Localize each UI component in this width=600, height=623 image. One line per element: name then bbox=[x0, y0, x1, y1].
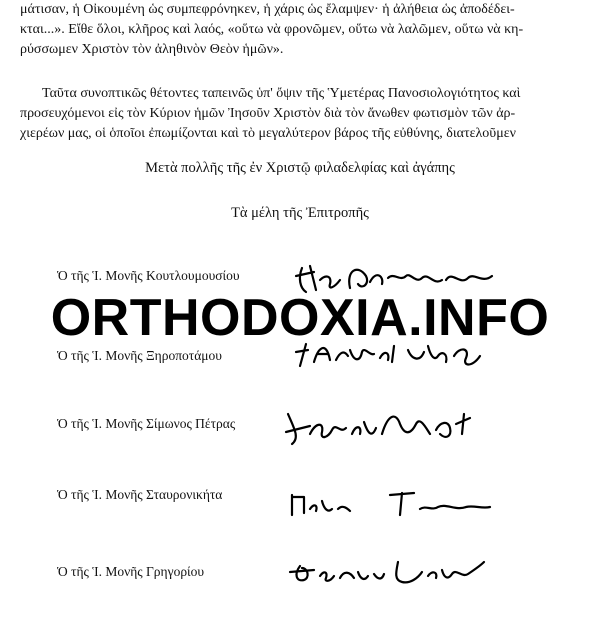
closing-formula: Μετὰ πολλῆς τῆς ἐν Χριστῷ φιλαδελφίας καὶ ἀγάπης bbox=[145, 160, 455, 176]
members-title: Τὰ μέλη τῆς Ἐπιτροπῆς bbox=[231, 205, 369, 221]
paragraph-2-line: Ταῦτα συνοπτικῶς θέτοντες ταπεινῶς ὑπ' ὄψιν τῆς Ὑμετέρας Πανοσιολογιότητος καὶ bbox=[42, 86, 521, 101]
paragraph-1 bbox=[20, 0, 580, 60]
signatory-label: Ὁ τῆς Ἱ. Μονῆς Γρηγορίου bbox=[57, 564, 205, 579]
signatory-row bbox=[0, 552, 600, 612]
signature-5 bbox=[270, 552, 500, 592]
signature-4 bbox=[270, 485, 500, 525]
watermark: ORTHODOXIA.INFO bbox=[50, 289, 550, 347]
signatory-row bbox=[0, 485, 600, 545]
signature-3 bbox=[270, 404, 500, 454]
paragraph-1-line: κται...». Εἴθε ὅλοι, κλῆρος καὶ λαός, «οὕτω νὰ φρονῶμεν, οὕτω νὰ λαλῶμεν, οὕτω νὰ κη- bbox=[20, 22, 524, 37]
paragraph-1-line: ρύσσωμεν Χριστὸν τὸν ἀληθινὸν Θεὸν ἡμῶν». bbox=[20, 42, 284, 57]
paragraph-2-line: χιερέων μας, οἱ ὁποῖοι ἐπωμίζονται καὶ τὸ μεγαλύτερον βάρος τῆς εὐθύνης, διατελοῦμεν bbox=[20, 126, 516, 141]
paragraph-2 bbox=[20, 84, 580, 144]
signatory-label: Ὁ τῆς Ἱ. Μονῆς Σταυρονικήτα bbox=[57, 487, 223, 502]
signatory-label: Ὁ τῆς Ἱ. Μονῆς Κουτλουμουσίου bbox=[57, 268, 240, 283]
signatory-label: Ὁ τῆς Ἱ. Μονῆς Ξηροποτάμου bbox=[57, 348, 222, 363]
paragraph-2-line: προσευχόμενοι εἰς τὸν Κύριον ἡμῶν Ἰησοῦν Χριστὸν διὰ τὸν ἄνωθεν φωτισμὸν τῶν ἀρ- bbox=[20, 106, 516, 121]
paragraph-1-line: μάτισαν, ἡ Οἰκουμένη ὡς συμπεφρόνηκεν, ἡ χάρις ὡς ἔλαμψεν· ἡ ἀλήθεια ὡς ἀποδέδει- bbox=[20, 2, 515, 17]
signatory-label: Ὁ τῆς Ἱ. Μονῆς Σίμωνος Πέτρας bbox=[57, 416, 236, 431]
signatory-row bbox=[0, 410, 600, 470]
signatory-row bbox=[0, 340, 600, 400]
